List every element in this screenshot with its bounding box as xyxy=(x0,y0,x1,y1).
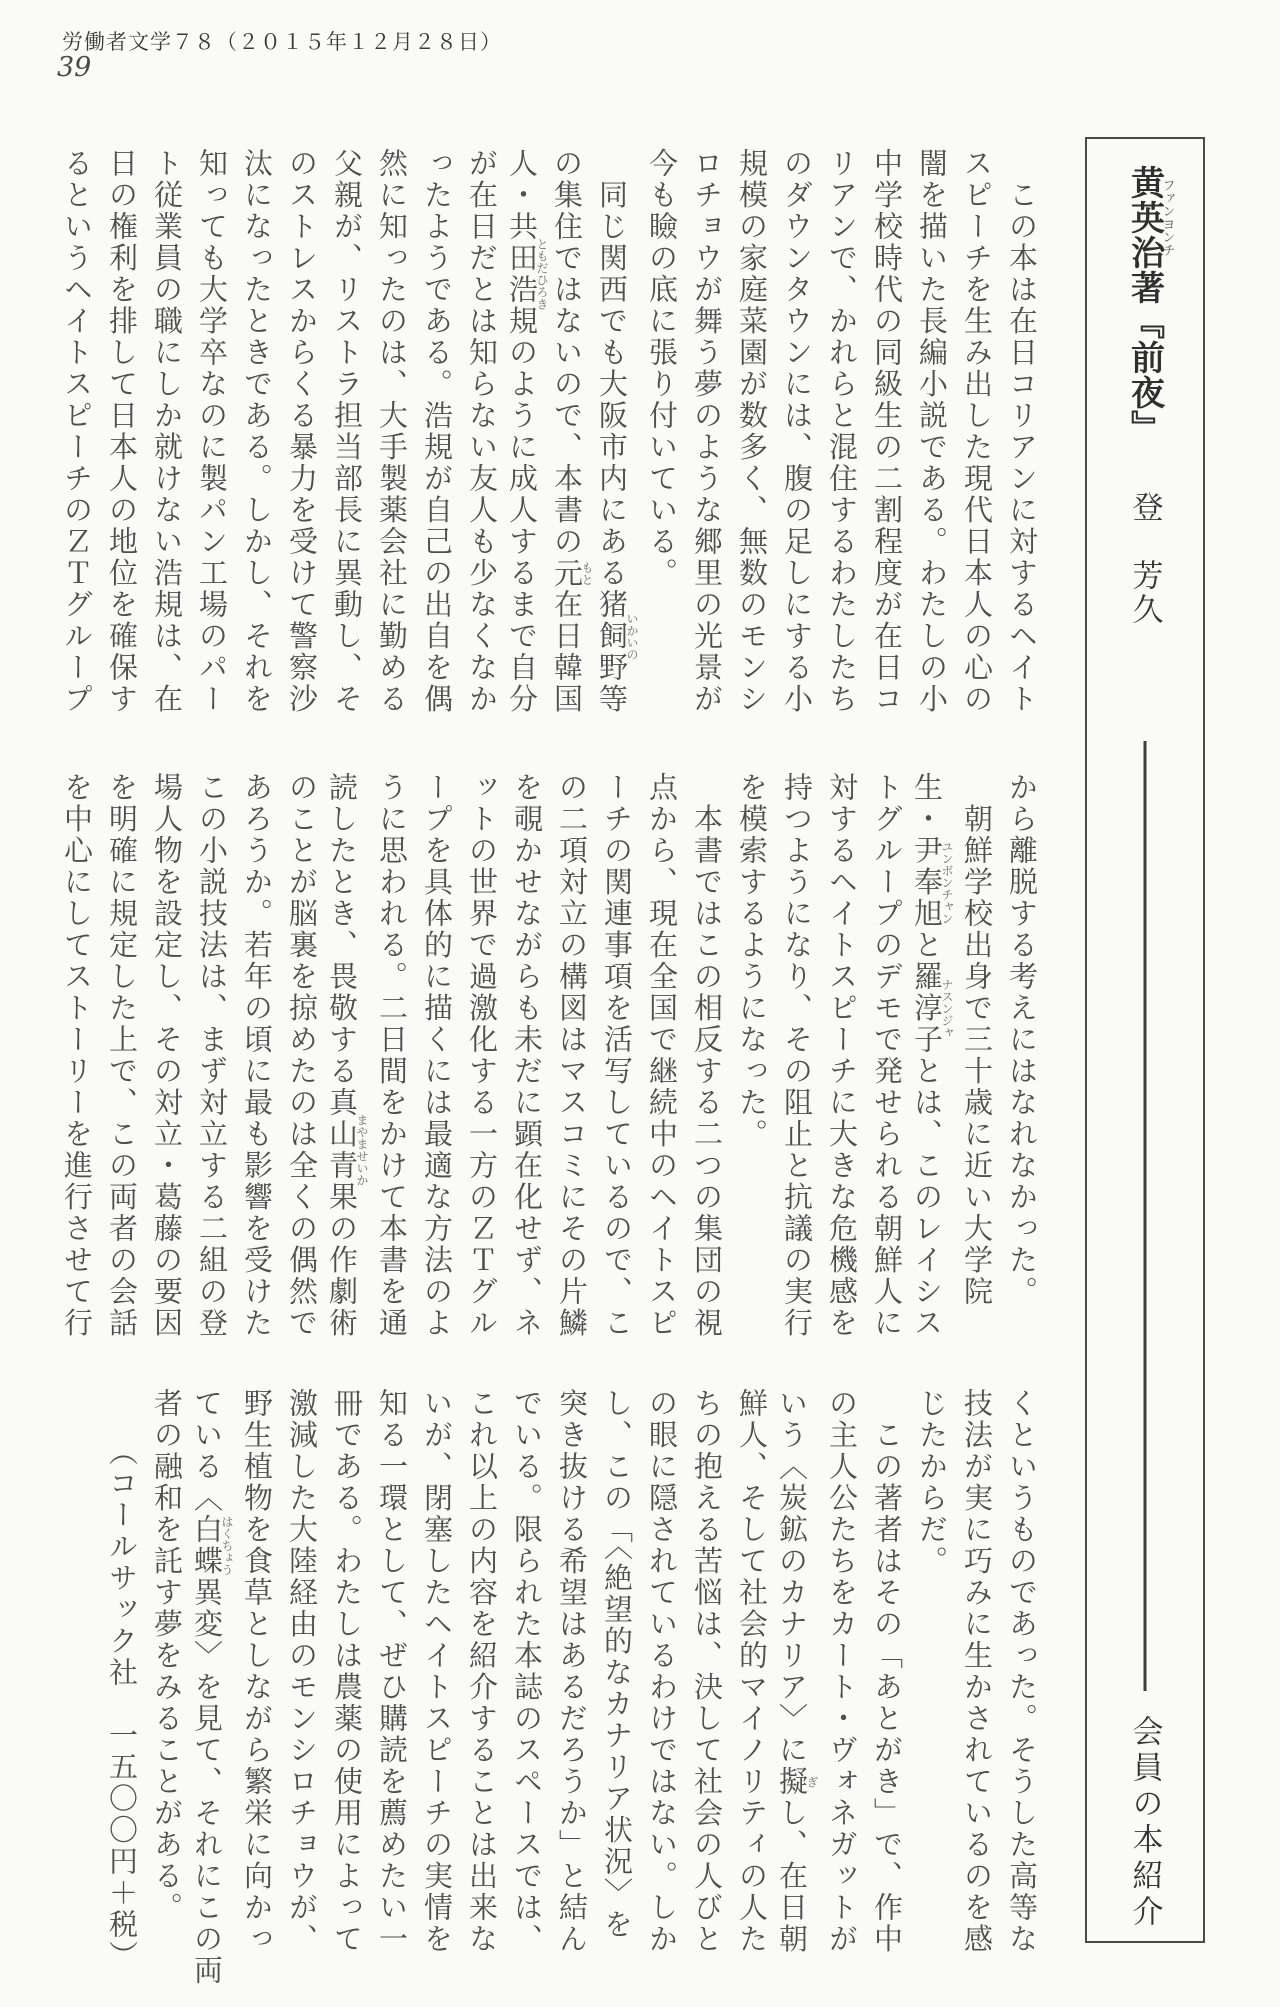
title-divider xyxy=(1144,741,1147,1691)
text-band-2 xyxy=(53,772,1043,1339)
text-column: うに思われる。二日間をかけて本書を通 xyxy=(375,772,407,1339)
text-column: 朝鮮学校出身で三十歳に近い大学院 xyxy=(960,772,992,1308)
text-column: （コールサック社 一五〇〇円＋税） xyxy=(105,1388,137,1972)
text-column: のストレスからくる暴力を受けて警察沙 xyxy=(285,148,317,715)
text-column: この小説技法は、まず対立する二組の登 xyxy=(195,772,227,1339)
text-column: 闇を描いた長編小説である。わたしの小 xyxy=(915,148,947,715)
title-box xyxy=(1085,137,1205,1943)
text-column: この本は在日コリアンに対するヘイト xyxy=(1005,148,1037,715)
text-column: ーチの関連事項を活写しているので、こ xyxy=(600,772,632,1339)
text-column: 然に知ったのは、大手製薬会社に勤める xyxy=(375,148,407,715)
text-column: 父親が、リストラ担当部長に異動し、そ xyxy=(330,148,362,715)
text-column: 点から、現在全国で継続中のヘイトスピ xyxy=(645,772,677,1339)
text-column: 持つようになり、その阻止と抗議の実行 xyxy=(780,772,812,1339)
text-column: を中心にしてストーリーを進行させて行 xyxy=(60,772,92,1339)
ruby-annotated-text: 白蝶はくちょう xyxy=(190,1514,234,1577)
text-column: スピーチを生み出した現代日本人の心の xyxy=(960,148,992,715)
page-number: 39 xyxy=(57,52,92,83)
text-column: し、この「〈絶望的なカナリア状況〉を xyxy=(600,1388,632,1941)
text-column: これ以上の内容を紹介することは出来な xyxy=(465,1388,497,1955)
text-column: 技法が実に巧みに生かされているのを感 xyxy=(960,1388,992,1955)
text-column: の眼に隠されているわけではない。しか xyxy=(645,1388,677,1955)
ruby-annotated-text: 羅淳子ナスンジャ xyxy=(910,961,954,1056)
text-column: を模索するようになった。 xyxy=(735,772,767,1150)
text-column: 同じ関西でも大阪市内にある猪飼野いかいの等 xyxy=(595,148,639,715)
ruby-annotated-text: 共田浩規ともだひろき xyxy=(505,211,549,337)
text-column: ロチョウが舞う夢のような郷里の光景が xyxy=(690,148,722,715)
text-column: この著者はその「あとがき」で、作中 xyxy=(870,1388,902,1955)
text-column: 激減した大陸経由のモンシロチョウが、 xyxy=(285,1388,317,1955)
text-column: 冊である。わたしは農薬の使用によって xyxy=(330,1388,362,1955)
section-label: 会員の本紹介 xyxy=(1127,1715,1163,1931)
text-column: の主人公たちをカート・ヴォネガットが xyxy=(825,1388,857,1955)
ruby-annotated-text: 元もと xyxy=(550,557,594,589)
text-column: 読したとき、畏敬する真山青果まやませいかの作劇術 xyxy=(325,772,369,1339)
text-column: 生・尹奉旭ユンボンチャンと羅淳子ナスンジャとは、このレイシス xyxy=(910,772,954,1339)
ruby-annotated-text: 猪飼野いかいの xyxy=(595,589,639,684)
text-column: 今も瞼の底に張り付いている。 xyxy=(645,148,677,589)
text-column: を覗かせながらも未だに顕在化せず、ネ xyxy=(510,772,542,1339)
text-column: 汰になったときである。しかし、それを xyxy=(240,148,272,715)
text-column: 者の融和を託す夢をみることがある。 xyxy=(150,1388,182,1924)
text-column: あろうか。若年の頃に最も影響を受けた xyxy=(240,772,272,1339)
book-title: 黄英治ファンヨンチ著『前夜』 xyxy=(1125,165,1176,445)
ruby-annotated-text: 真山青果まやませいか xyxy=(325,1087,369,1213)
text-column: のダウンタウンには、腹の足しにする小 xyxy=(780,148,812,715)
ruby-annotated-text: 黄英治ファンヨンチ xyxy=(1125,165,1176,270)
text-column: 日の権利を排して日本人の地位を確保す xyxy=(105,148,137,715)
text-column: 対するヘイトスピーチに大きな危機感を xyxy=(825,772,857,1339)
text-band-1 xyxy=(53,148,1043,715)
text-column: の集住ではないので、本書の元もと在日韓国 xyxy=(550,148,594,715)
text-column: 突き抜ける希望はあるだろうか」と結ん xyxy=(555,1388,587,1955)
text-column: いが、閉塞したヘイトスピーチの実情を xyxy=(420,1388,452,1955)
text-column: リアンで、かれらと混住するわたしたち xyxy=(825,148,857,715)
text-column: が在日だとは知らない友人も少なくなか xyxy=(465,148,497,715)
text-column: じたからだ。 xyxy=(915,1388,947,1577)
text-column: の二項対立の構図はマスコミにその片鱗 xyxy=(555,772,587,1339)
text-column: ったようである。浩規が自己の出自を偶 xyxy=(420,148,452,715)
text-column: ープを具体的に描くには最適な方法のよ xyxy=(420,772,452,1339)
text-column: 鮮人、そして社会的マイノリティの人た xyxy=(735,1388,767,1955)
text-column: を明確に規定した上で、この両者の会話 xyxy=(105,772,137,1339)
text-column: 場人物を設定し、その対立・葛藤の要因 xyxy=(150,772,182,1339)
text-column: 規模の家庭菜園が数多く、無数のモンシ xyxy=(735,148,767,715)
journal-header: 労働者文学７８（２０１５年１２月２８日） xyxy=(62,30,502,54)
ruby-annotated-text: 尹奉旭ユンボンチャン xyxy=(910,835,954,930)
ruby-annotated-text: 擬ぎ xyxy=(775,1766,819,1798)
text-column: 野生植物を食草としながら繁栄に向かっ xyxy=(240,1388,272,1955)
text-column: いう〈炭鉱のカナリア〉に擬ぎし、在日朝 xyxy=(775,1388,819,1955)
text-column: るというヘイトスピーチのＺＴグループ xyxy=(60,148,92,715)
text-column: ている〈白蝶はくちょう異変〉を見て、それにこの両 xyxy=(190,1388,234,1987)
text-column: でいる。限られた本誌のスペースでは、 xyxy=(510,1388,542,1955)
text-column: 知っても大学卒なのに製パン工場のパー xyxy=(195,148,227,715)
reviewer-name: 登 芳久 xyxy=(1127,491,1163,627)
text-column: 知る一環として、ぜひ購読を薦めたい一 xyxy=(375,1388,407,1955)
text-column: 中学校時代の同級生の二割程度が在日コ xyxy=(870,148,902,715)
text-column: くというものであった。そうした高等な xyxy=(1005,1388,1037,1955)
text-column: 本書ではこの相反する二つの集団の視 xyxy=(690,772,722,1339)
text-column: ちの抱える苦悩は、決して社会の人びと xyxy=(690,1388,722,1955)
text-column: のことが脳裏を掠めたのは全くの偶然で xyxy=(285,772,317,1339)
text-column: ットの世界で過激化する一方のＺＴグル xyxy=(465,772,497,1339)
text-band-3 xyxy=(98,1388,1043,1987)
text-column: ト従業員の職にしか就けない浩規は、在 xyxy=(150,148,182,715)
text-column: から離脱する考えにはなれなかった。 xyxy=(1005,772,1037,1308)
text-column: トグループのデモで発せられる朝鮮人に xyxy=(870,772,902,1339)
text-column: 人・共田浩規ともだひろきのように成人するまで自分 xyxy=(505,148,549,715)
